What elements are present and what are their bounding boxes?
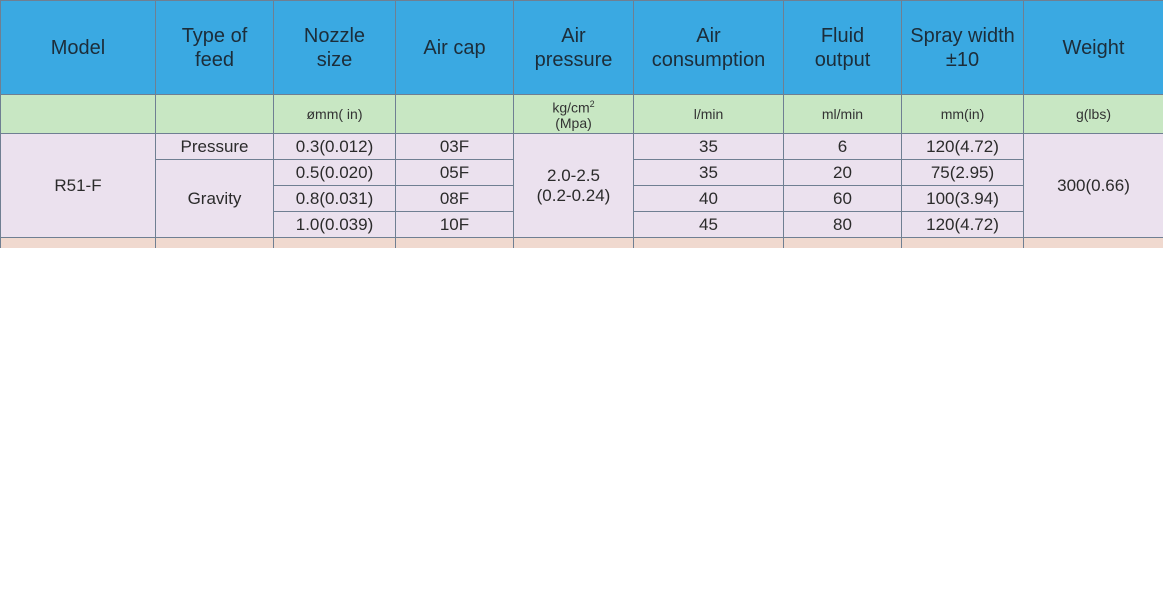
cut-cell <box>902 238 1024 249</box>
header-air-pressure: Air pressure <box>514 1 634 95</box>
unit-nozzle: ømm( in) <box>274 95 396 134</box>
cell-fluid: 80 <box>784 212 902 238</box>
cut-cell <box>1024 238 1163 249</box>
unit-feed <box>156 95 274 134</box>
cut-cell <box>784 238 902 249</box>
header-air-consumption: Air consumption <box>634 1 784 95</box>
header-air-cap: Air cap <box>396 1 514 95</box>
cell-weight: 300(0.66) <box>1024 134 1163 238</box>
unit-spray: mm(in) <box>902 95 1024 134</box>
cell-nozzle: 1.0(0.039) <box>274 212 396 238</box>
cut-cell <box>634 238 784 249</box>
cut-cell <box>396 238 514 249</box>
header-spray-width: Spray width ±10 <box>902 1 1024 95</box>
cell-fluid: 20 <box>784 160 902 186</box>
cell-fluid: 6 <box>784 134 902 160</box>
cell-spray: 120(4.72) <box>902 134 1024 160</box>
cell-aircap: 05F <box>396 160 514 186</box>
header-model: Model <box>1 1 156 95</box>
unit-weight: g(lbs) <box>1024 95 1163 134</box>
cell-aircap: 10F <box>396 212 514 238</box>
cell-spray: 100(3.94) <box>902 186 1024 212</box>
spec-table-image <box>0 0 1163 248</box>
header-type-of-feed: Type of feed <box>156 1 274 95</box>
cell-spray: 120(4.72) <box>902 212 1024 238</box>
cut-cell <box>1 238 156 249</box>
cell-fluid: 60 <box>784 186 902 212</box>
cut-off-row <box>1 238 1163 249</box>
unit-pressure-main: kg/cm <box>552 99 590 116</box>
table-row <box>1 134 1163 160</box>
cut-cell <box>514 238 634 249</box>
cell-consumption: 35 <box>634 160 784 186</box>
header-row <box>1 1 1163 95</box>
unit-model <box>1 95 156 134</box>
cell-aircap: 03F <box>396 134 514 160</box>
units-row <box>1 95 1163 134</box>
unit-pressure <box>514 95 634 134</box>
cell-consumption: 45 <box>634 212 784 238</box>
cell-model: R51-F <box>1 134 156 238</box>
cell-air-pressure: 2.0-2.5 (0.2-0.24) <box>514 134 634 238</box>
spec-table <box>0 0 1163 248</box>
cell-aircap: 08F <box>396 186 514 212</box>
cell-consumption: 40 <box>634 186 784 212</box>
header-fluid-output: Fluid output <box>784 1 902 95</box>
cut-cell <box>274 238 396 249</box>
unit-fluid: ml/min <box>784 95 902 134</box>
cell-consumption: 35 <box>634 134 784 160</box>
cell-feed-gravity: Gravity <box>156 160 274 238</box>
cut-cell <box>156 238 274 249</box>
unit-aircap <box>396 95 514 134</box>
header-nozzle-size: Nozzle size <box>274 1 396 95</box>
unit-consumption: l/min <box>634 95 784 134</box>
cell-nozzle: 0.3(0.012) <box>274 134 396 160</box>
cell-feed-pressure: Pressure <box>156 134 274 160</box>
unit-pressure-sup: 2 <box>589 99 595 110</box>
cell-spray: 75(2.95) <box>902 160 1024 186</box>
unit-pressure-sub: (Mpa) <box>555 114 592 131</box>
cell-nozzle: 0.5(0.020) <box>274 160 396 186</box>
cell-nozzle: 0.8(0.031) <box>274 186 396 212</box>
header-weight: Weight <box>1024 1 1163 95</box>
